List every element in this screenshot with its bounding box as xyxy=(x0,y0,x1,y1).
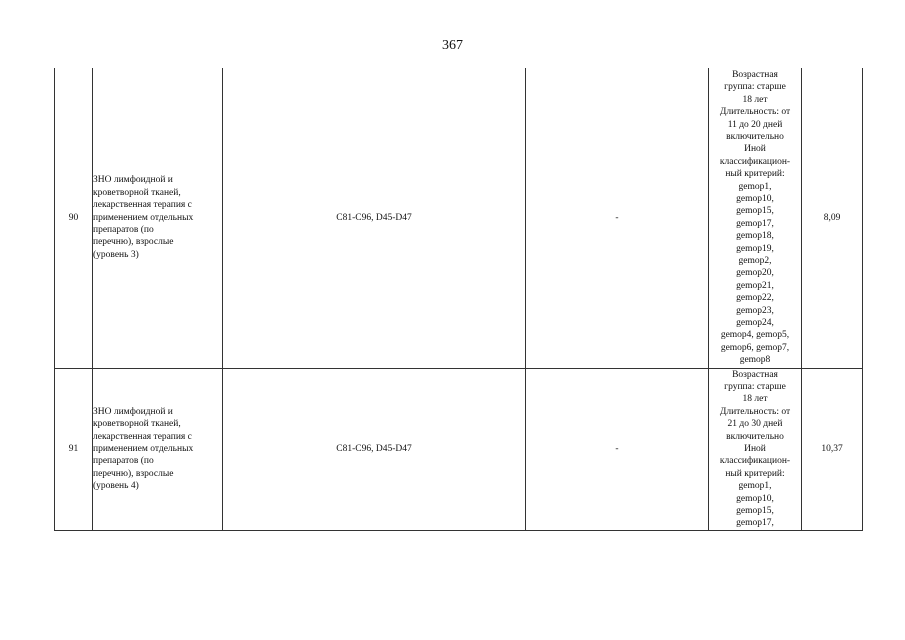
criteria-line: Длительность: от xyxy=(719,406,791,417)
criteria-line: gemop4, gemop5, xyxy=(720,330,790,341)
criteria-cell xyxy=(709,368,802,530)
diagnosis-codes-cell: C81-C96, D45-D47 xyxy=(223,68,526,368)
tariff-table xyxy=(54,68,863,531)
group-name-line: лекарственная терапия с xyxy=(93,431,192,442)
criteria-cell xyxy=(709,68,802,368)
table-row xyxy=(55,368,863,530)
group-name-cell xyxy=(93,68,223,368)
group-name-line: ЗНО лимфоидной и xyxy=(93,406,173,417)
row-number-cell: 91 xyxy=(55,368,93,530)
group-name-line: кроветворной тканей, xyxy=(93,187,181,198)
group-name-line: перечню), взрослые xyxy=(93,468,174,479)
criteria-line: gemop17, xyxy=(736,518,774,529)
criteria-line: группа: старше xyxy=(724,381,786,392)
coefficient-cell: 10,37 xyxy=(802,368,863,530)
criteria-line: 18 лет xyxy=(742,94,768,105)
criteria-line: Длительность: от xyxy=(719,107,791,118)
table-row xyxy=(55,68,863,368)
criteria-line: ный критерий: xyxy=(725,468,785,479)
row-number-cell: 90 xyxy=(55,68,93,368)
criteria-line: gemop1, xyxy=(738,181,772,192)
group-name-line: перечню), взрослые xyxy=(93,237,174,248)
group-name-line: (уровень 3) xyxy=(93,249,139,260)
page-number: 367 xyxy=(442,38,463,53)
group-name-line: препаратов (по xyxy=(93,456,154,467)
criteria-line: 11 до 20 дней xyxy=(727,119,783,130)
diagnosis-codes-cell: C81-C96, D45-D47 xyxy=(223,368,526,530)
criteria-line: gemop15, xyxy=(736,505,774,516)
group-name-line: кроветворной тканей, xyxy=(93,419,181,430)
criteria-line: gemop21, xyxy=(736,280,774,291)
criteria-line: включительно xyxy=(726,431,784,442)
group-name-line: применением отдельных xyxy=(93,212,194,223)
criteria-line: gemop10, xyxy=(736,493,774,504)
criteria-line: gemop6, gemop7, xyxy=(720,342,790,353)
coefficient-cell: 8,09 xyxy=(802,68,863,368)
group-name-line: лекарственная терапия с xyxy=(93,200,192,211)
criteria-line: gemop10, xyxy=(736,193,774,204)
criteria-line: gemop17, xyxy=(736,218,774,229)
criteria-line: Возрастная xyxy=(732,69,778,80)
criteria-line: 18 лет xyxy=(742,394,768,405)
criteria-line: gemop24, xyxy=(736,318,774,328)
criteria-line: Возрастная xyxy=(732,369,778,380)
criteria-line: ный критерий: xyxy=(725,169,785,180)
criteria-line: gemop8 xyxy=(739,355,771,366)
group-name-line: (уровень 4) xyxy=(93,481,139,492)
criteria-line: 21 до 30 дней xyxy=(727,419,783,430)
group-name-line: ЗНО лимфоидной и xyxy=(93,175,173,186)
criteria-line: gemop23, xyxy=(736,305,774,316)
criteria-line: классификацион- xyxy=(719,156,791,167)
criteria-line: Иной xyxy=(744,144,766,155)
criteria-line: gemop20, xyxy=(736,268,774,279)
service-codes-cell: - xyxy=(526,368,709,530)
group-name-line: применением отдельных xyxy=(93,443,194,454)
group-name-line: препаратов (по xyxy=(93,224,154,235)
criteria-line: Иной xyxy=(744,443,766,454)
criteria-line: включительно xyxy=(726,131,784,142)
criteria-line: группа: старше xyxy=(724,82,786,93)
criteria-line: классификацион- xyxy=(719,456,791,467)
criteria-line: gemop22, xyxy=(736,293,774,304)
service-codes-cell: - xyxy=(526,68,709,368)
criteria-line: gemop19, xyxy=(736,243,774,254)
group-name-cell xyxy=(93,368,223,530)
criteria-line: gemop15, xyxy=(736,206,774,217)
criteria-line: gemop1, xyxy=(738,481,772,492)
criteria-line: gemop18, xyxy=(736,231,774,242)
criteria-line: gemop2, xyxy=(738,255,772,266)
